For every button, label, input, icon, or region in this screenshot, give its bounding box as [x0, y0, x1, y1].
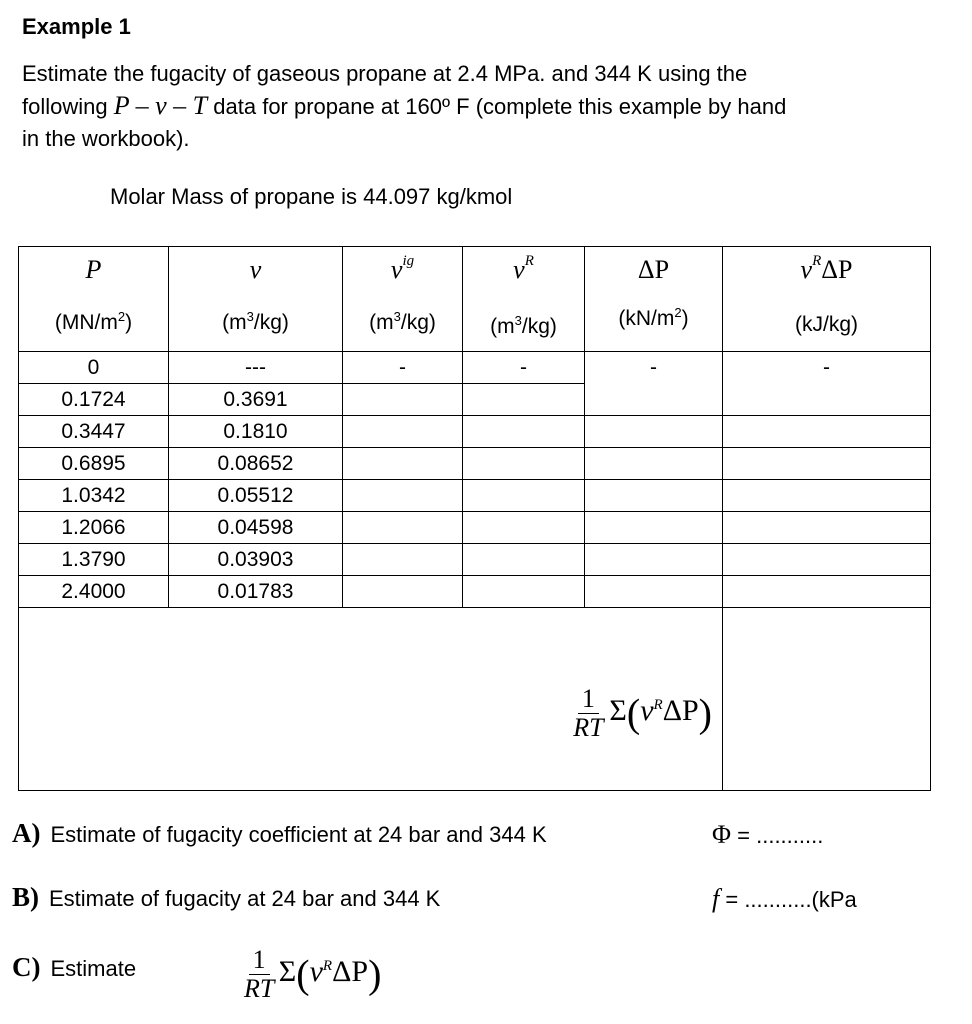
header-p: P $(MN/m^2)$: [19, 247, 169, 352]
pvt-symbol: P – v – T: [113, 91, 208, 120]
problem-statement: [22, 58, 962, 155]
table-row: 0.1724 0.3691: [19, 384, 931, 416]
question-c-formula: $\frac{1}{RT}$ $\Sigma(v^R\Delta P)$: [244, 945, 382, 1003]
header-v-r: $v^R$ $(m^3/kg)$: [463, 247, 585, 352]
table-row: 0 --- - - - -: [19, 352, 931, 384]
statement-line-3: in the workbook).: [22, 126, 190, 151]
header-v: v $(m^3/kg)$: [169, 247, 343, 352]
one-over-rt: $\frac{1}{RT}$: [573, 683, 604, 742]
table-row: 0.6895 0.08652: [19, 448, 931, 480]
statement-line-1: Estimate the fugacity of gaseous propane at 2.4 MPa. and 344 K using the: [22, 61, 748, 86]
answer-fugacity[interactable]: f = ...........(kPa: [712, 884, 857, 913]
answer-phi[interactable]: Φ = ...........: [712, 820, 824, 849]
molar-mass-note: Molar Mass of propane is 44.097 kg/kmol: [110, 184, 513, 209]
table-row: 1.3790 0.03903: [19, 544, 931, 576]
header-vr-delta-p: $v^R\Delta P$ (kJ/kg): [723, 247, 931, 352]
question-b: B) Estimate of fugacity at 24 bar and 344 K: [12, 882, 441, 912]
header-v-ig: $v^{ig}$ $(m^3/kg)$: [343, 247, 463, 352]
header-delta-p: ΔP $(kN/m^2)$: [585, 247, 723, 352]
table-row: 2.4000 0.01783: [19, 576, 931, 608]
sum-vr-delta-p: $\Sigma(v^R\Delta P)$: [609, 690, 712, 736]
question-c: C) Estimate: [12, 952, 137, 982]
table-row: 0.3447 0.1810: [19, 416, 931, 448]
sum-formula-cell: [19, 608, 723, 791]
question-a: A) Estimate of fugacity coefficient at 24 bar and 344 K: [12, 818, 547, 848]
sum-row: [19, 608, 931, 791]
table-header-row: [19, 247, 931, 352]
sum-answer-cell[interactable]: [723, 608, 931, 791]
example-title: Example 1: [22, 14, 131, 39]
pvt-table: [18, 246, 931, 791]
statement-line-2: following P – v – T data for propane at 160º F (complete this example by hand: [22, 91, 787, 120]
table-row: 1.2066 0.04598: [19, 512, 931, 544]
table-row: 1.0342 0.05512: [19, 480, 931, 512]
